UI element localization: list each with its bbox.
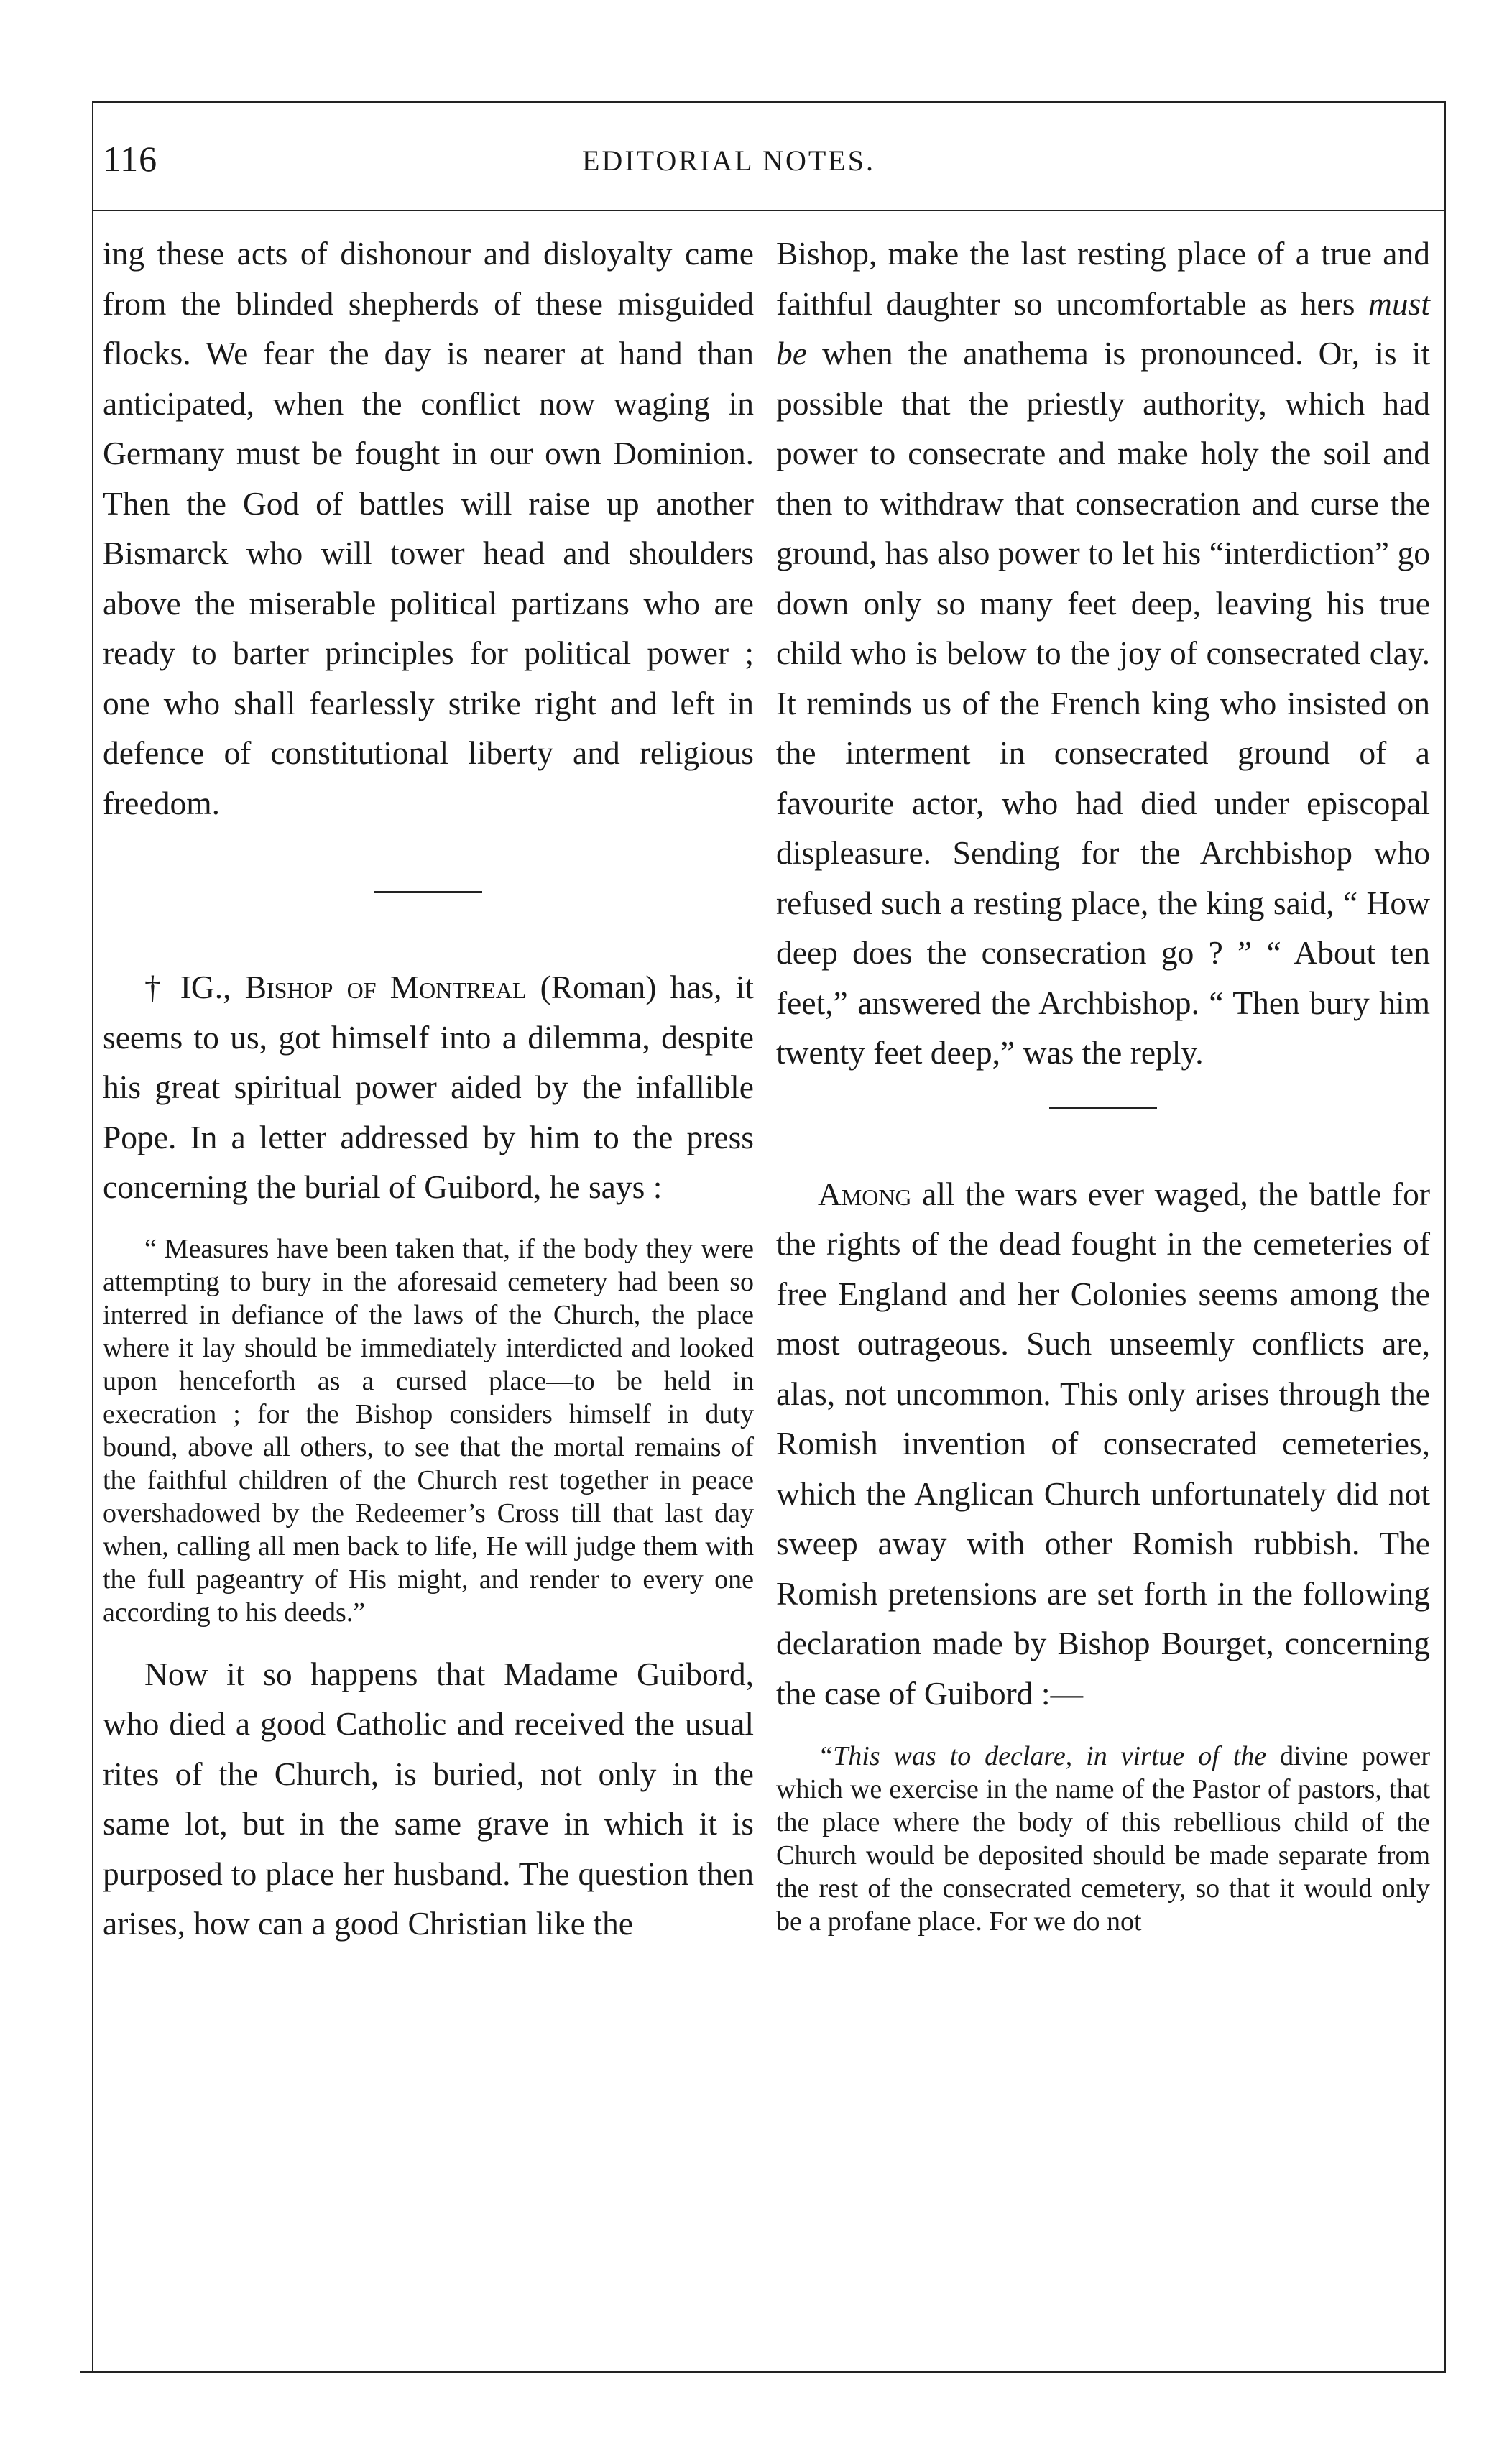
quote-italic-opening: “This was to declare, in virtue of the	[818, 1741, 1267, 1771]
bishop-title-smallcaps: Bishop of Montreal	[244, 969, 527, 1005]
left-paragraph-1: ing these acts of dishonour and disloyalty came from the blinded shepherds of these misguided flocks. We fear the day is nearer at hand than anticipated, when the conflict now waging in Germany must be fought in our own Dominion. Then the God of battles will raise up another Bismarck who will tower head and shoulders above the miserable political partizans who are ready to barter principles for political power ; one who shall fearlessly strike right and left in defence of constitutional liberty and religious freedom.	[103, 235, 754, 821]
right-paragraph-1	[776, 229, 1430, 1078]
right-column	[776, 229, 1430, 1938]
top-border-rule	[93, 101, 1444, 103]
left-paragraph-2	[103, 962, 754, 1212]
quote-text: divine power which we exercise in the name of the Pastor of pastors, that the place where the body of this rebellious child of the Church would be deposited should be made separate from the rest of the consecrated cemetery, so that it would only be a profane place. For we do not	[776, 1741, 1430, 1937]
right-border-rule	[1444, 101, 1446, 2373]
bottom-border-rule	[80, 2371, 1446, 2373]
right-paragraph-2	[776, 1169, 1430, 1719]
left-paragraph-2-text: (Roman) has, it seems to us, got himself into a dilemma, despite his great spiritual power aided by the infallible Pope. In a letter addressed by him to the press concerning the burial of Guibord, he says :	[103, 969, 754, 1205]
right-paragraph-1-text-b: when the anathema is pronounced. Or, is it possible that the priestly authority, which had power to consecrate and make holy the soil and then to withdraw that consecration and curse the ground, has also power to let his “interdiction” go down only so many feet deep, leaving his true child who is below to the joy of consecrated clay. It reminds us of the French king who insisted on the interment in consecrated ground of a favourite actor, who had died under episcopal displeasure. Sending for the Archbishop who refused such a resting place, the king said, “ How deep does the consecration go ? ” “ About ten feet,” answered the Archbishop. “ Then bury him twenty feet deep,” was the reply.	[776, 335, 1430, 1071]
right-paragraph-1-text-a: Bishop, make the last resting place of a true and faithful daughter so uncomfortable as hers	[776, 235, 1430, 322]
header-rule	[93, 210, 1444, 211]
bourget-declaration-quote	[776, 1740, 1430, 1938]
among-smallcaps: Among	[818, 1175, 912, 1212]
page-number: 116	[103, 139, 158, 179]
left-border-rule	[92, 101, 93, 2373]
left-column	[103, 229, 754, 1949]
bishop-dagger-name: † IG.,	[144, 969, 245, 1005]
emphasis-must-be: must be	[776, 285, 1430, 372]
running-title: EDITORIAL NOTES.	[582, 144, 875, 177]
bishop-letter-quote: “ Measures have been taken that, if the body they were attempting to bury in the aforesaid cemetery had been so interred in defiance of the laws of the Church, the place where it lay should be immediately interdicted and looked upon henceforth as a cursed place—to be held in execration ; for the Bishop considers himself in duty bound, above all others, to see that the mortal remains of the faithful children of the Church rest together in peace overshadowed by the Redeemer’s Cross till that last day when, calling all men back to life, He will judge them with the full pageantry of His might, and render to every one according to his deeds.”	[103, 1233, 754, 1628]
left-paragraph-3: Now it so happens that Madame Guibord, who died a good Catholic and received the usual rites of the Church, is buried, not only in the same lot, but in the same grave in which it is purposed to place her husband. The question then arises, how can a good Christian like the	[103, 1655, 754, 1942]
right-paragraph-2-text: all the wars ever waged, the battle for the rights of the dead fought in the cemeteries of free England and her Colonies seems among the most outrageous. Such unseemly conflicts are, alas, not uncommon. This only arises through the Romish invention of consecrated cemeteries, which the Anglican Church unfortunately did not sweep away with other Romish rubbish. The Romish pretensions are set forth in the following declaration made by Bishop Bourget, concerning the case of Guibord :—	[776, 1175, 1430, 1712]
